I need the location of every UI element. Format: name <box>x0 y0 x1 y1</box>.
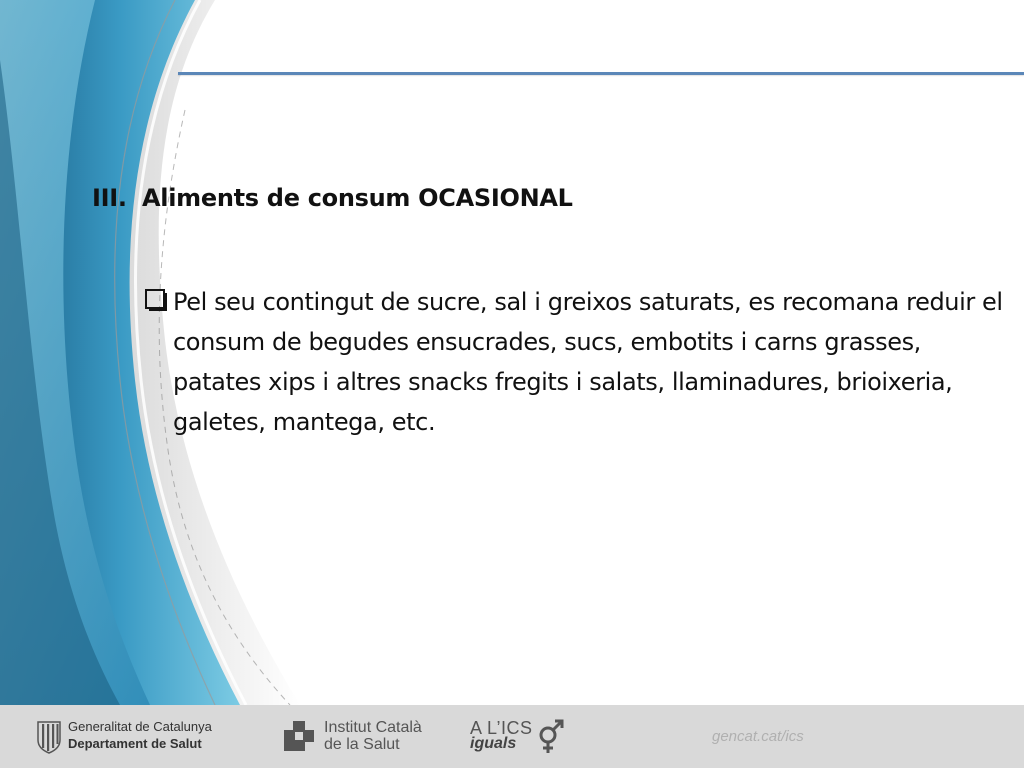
bullet-text: Pel seu contingut de sucre, sal i greixos saturats, es recomana reduir el consum de begudes ensucrades, sucs, embotits i carns grasses, patates xips i altres snacks fregits i salats, llaminadures, brioixeria, galetes, mantega, etc. <box>173 288 1003 436</box>
ics-name-line1: Institut Català <box>324 719 422 736</box>
heading-number: III. <box>92 184 127 212</box>
title-divider <box>178 72 1024 75</box>
footer-url-link[interactable]: gencat.cat/ics <box>712 728 804 745</box>
bullet-item <box>145 282 1005 442</box>
heading-text: Aliments de consum OCASIONAL <box>142 184 573 212</box>
department-name: Departament de Salut <box>68 736 202 751</box>
ics-cross-icon <box>282 719 316 753</box>
footer-bar <box>0 705 1024 768</box>
ics-name <box>324 719 422 753</box>
section-heading <box>92 184 573 212</box>
aics-title: A L’ICS <box>470 718 533 738</box>
ics-name-line2: de la Salut <box>324 736 400 753</box>
generalitat-logo-icon <box>36 720 62 754</box>
square-bullet-icon <box>145 288 167 312</box>
generalitat-name: Generalitat de Catalunya <box>68 719 212 734</box>
gender-symbol-icon <box>536 717 566 757</box>
aics-subtitle: iguals <box>470 735 517 752</box>
